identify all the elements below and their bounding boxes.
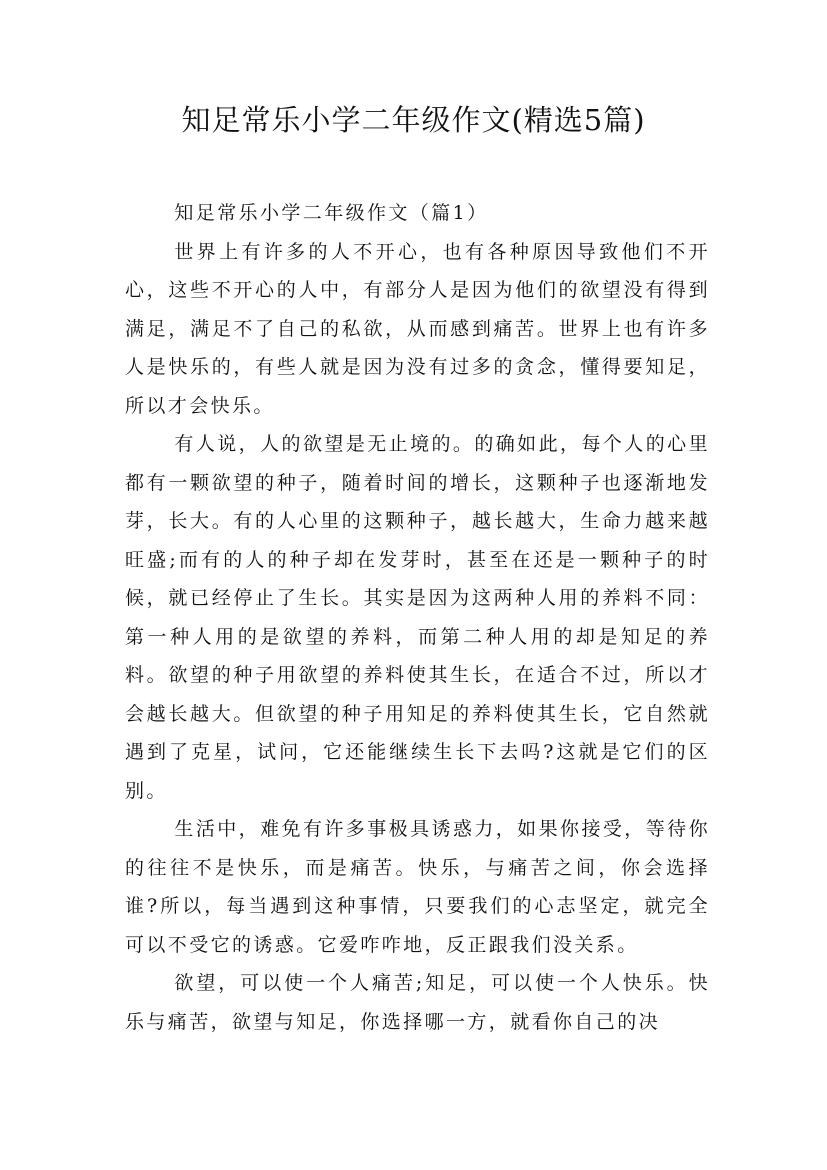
paragraph-4: 欲望，可以使一个人痛苦;知足，可以使一个人快乐。快乐与痛苦，欲望与知足，你选择哪一方，就看你自己的决: [125, 972, 710, 1033]
document-title: 知足常乐小学二年级作文(精选5篇): [181, 103, 646, 137]
paragraph-1: 世界上有许多的人不开心，也有各种原因导致他们不开心，这些不开心的人中，有部分人是因为他们的欲望没有得到满足，满足不了自己的私欲，从而感到痛苦。世界上也有许多人是快乐的，有些人就是因为没有过多的贪念，懂得要知足，所以才会快乐。: [125, 240, 710, 417]
paragraph-3: 生活中，难免有许多事极具诱惑力，如果你接受，等待你的往往不是快乐，而是痛苦。快乐，与痛苦之间，你会选择谁?所以，每当遇到这种事情，只要我们的心志坚定，就完全可以不受它的诱惑。它爱咋咋地，反正跟我们没关系。: [125, 818, 710, 956]
section-heading: 知足常乐小学二年级作文（篇1）: [174, 202, 489, 224]
document-body: [125, 194, 710, 1041]
paragraph-2: 有人说，人的欲望是无止境的。的确如此，每个人的心里都有一颗欲望的种子，随着时间的增长，这颗种子也逐渐地发芽，长大。有的人心里的这颗种子，越长越大，生命力越来越旺盛;而有的人的种子却在发芽时，甚至在还是一颗种子的时候，就已经停止了生长。其实是因为这两种人用的养料不同：第一种人用的是欲望的养料，而第二种人用的却是知足的养料。欲望的种子用欲望的养料使其生长，在适合不过，所以才会越长越大。但欲望的种子用知足的养料使其生长，它自然就遇到了克星，试问，它还能继续生长下去吗?这就是它们的区别。: [125, 433, 710, 802]
